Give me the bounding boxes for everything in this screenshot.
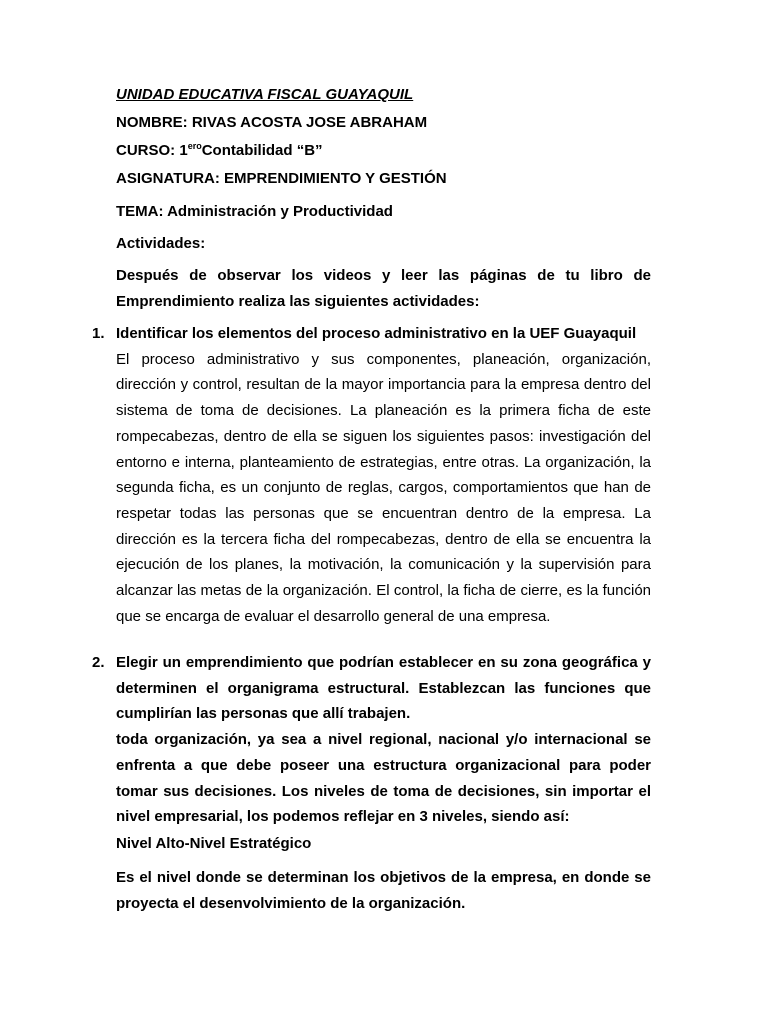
course-line <box>116 142 323 160</box>
item-1-answer: El proceso administrativo y sus componentes, planeación, organización, dirección y control, resultan de la mayor importancia para la empresa dentro del sistema de toma de decisiones. La planeación es la primera ficha de este rompecabezas, dentro de ella se siguen los siguientes pasos: investigación del entorno e interna, planteamiento de estrategias, entre otras. La organización, la segunda ficha, es un conjunto de reglas, cargos, comportamientos que han de respetar todas las personas que se encuentran dentro de la empresa. La dirección es la tercera ficha del rompecabezas, dentro de ella se encuentra la ejecución de los planes, la motivación, la comunicación y la supervisión para alcanzar las metas de la organización. El control, la ficha de cierre, es la función que se encarga de evaluar el desarrollo general de una empresa. <box>116 350 651 625</box>
activities-label: Actividades: <box>116 235 206 252</box>
item-1-number: 1. <box>92 325 105 342</box>
item-2-answer: toda organización, ya sea a nivel regional, nacional y/o internacional se enfrenta a que debe poseer una estructura organizacional para poder tomar sus decisiones. Los niveles de toma de decisiones, sin importar el nivel empresarial, los podemos reflejar en 3 niveles, siendo así: <box>116 731 651 826</box>
item-1-question: Identificar los elementos del proceso administrativo en la UEF Guayaquil <box>116 325 637 342</box>
course-suffix: Contabilidad “B” <box>201 142 323 159</box>
level-heading: Nivel Alto-Nivel Estratégico <box>116 835 312 852</box>
item-1-block <box>116 321 651 629</box>
item-2-block <box>116 650 651 830</box>
course-superscript: ero <box>187 141 202 151</box>
item-2-question: Elegir un emprendimiento que podrían establecer en su zona geográfica y determinen el organigrama estructural. Establezcan las funciones que cumplirían las personas que allí trabajen. <box>116 654 651 723</box>
intro-paragraph: Después de observar los videos y leer las páginas de tu libro de Emprendimiento realiza las siguientes actividades: <box>116 267 651 310</box>
item-2-number: 2. <box>92 654 105 671</box>
topic-line: TEMA: Administración y Productividad <box>116 203 393 220</box>
school-name: UNIDAD EDUCATIVA FISCAL GUAYAQUIL <box>116 86 414 103</box>
subject-line: ASIGNATURA: EMPRENDIMIENTO Y GESTIÓN <box>116 170 447 187</box>
course-prefix: CURSO: 1 <box>116 142 188 159</box>
student-name: NOMBRE: RIVAS ACOSTA JOSE ABRAHAM <box>116 114 428 131</box>
level-paragraph: Es el nivel donde se determinan los objetivos de la empresa, en donde se proyecta el desenvolvimiento de la organización. <box>116 869 651 912</box>
